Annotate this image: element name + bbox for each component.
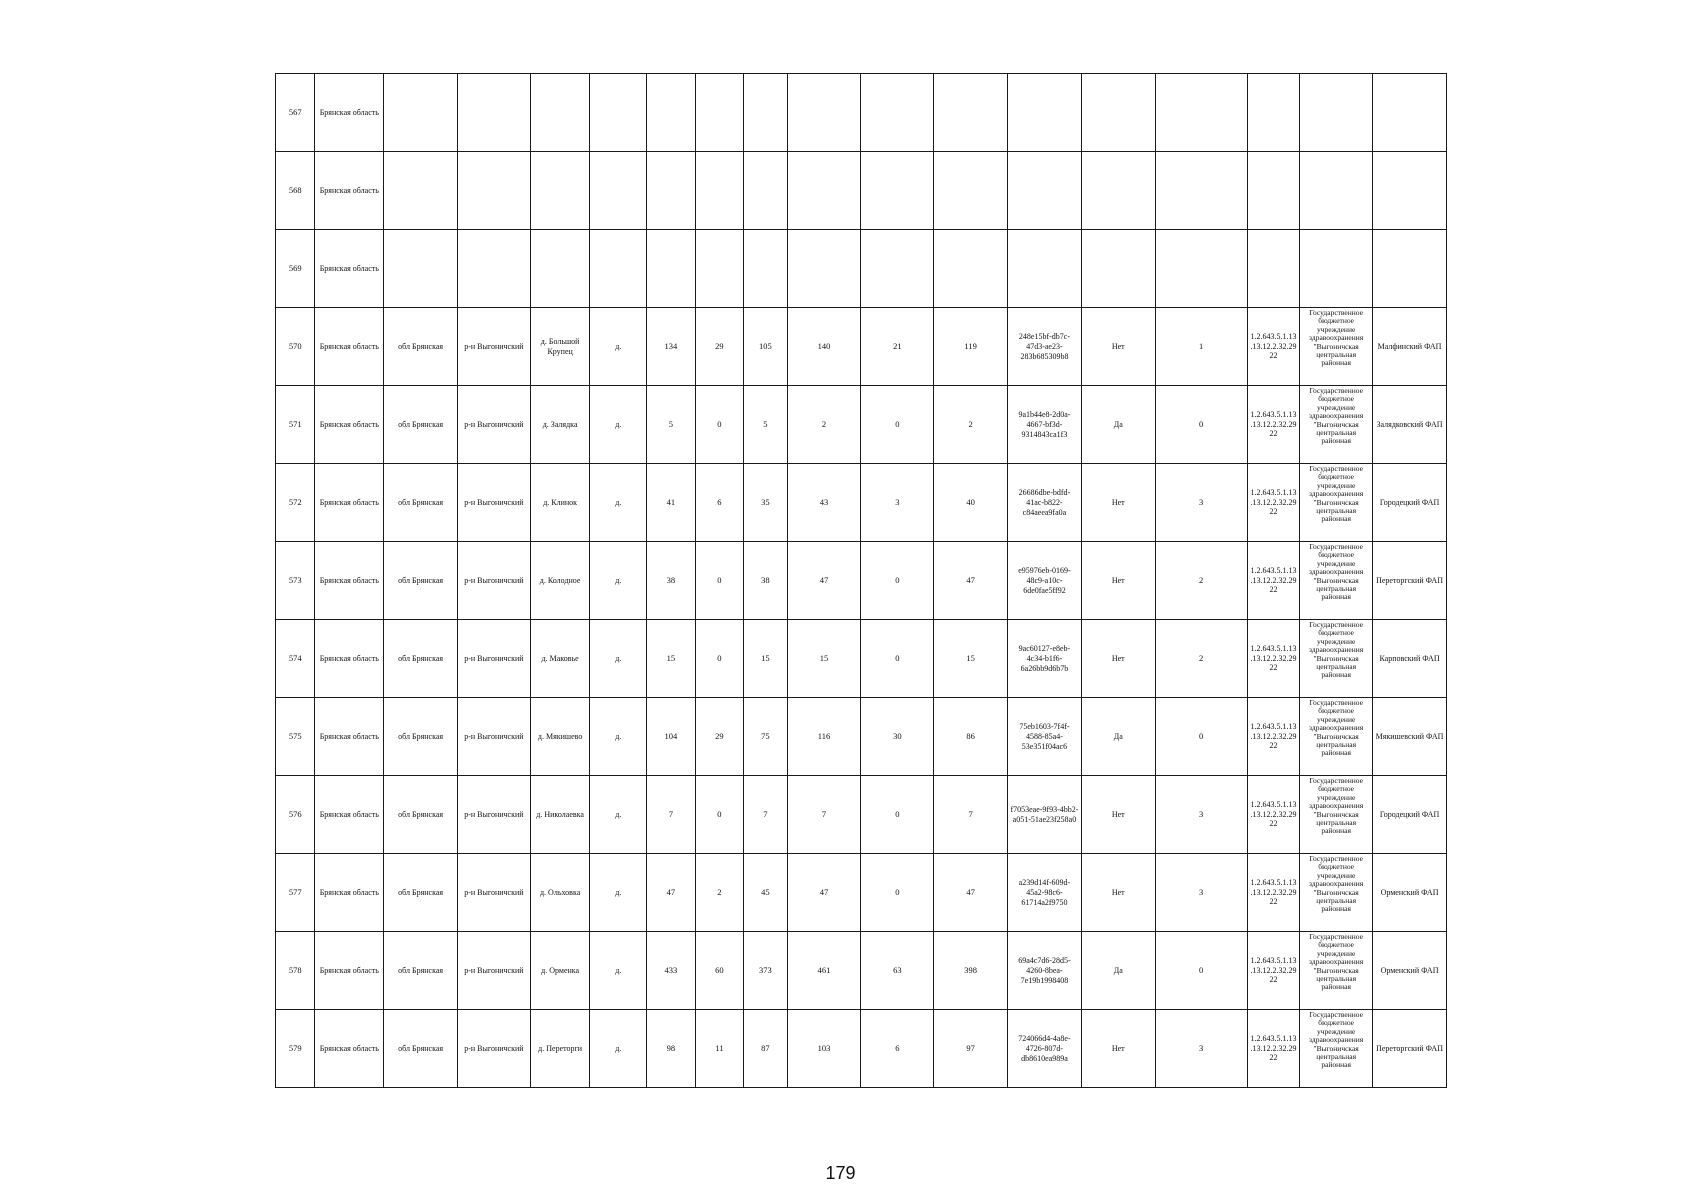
district-cell: р-н Выгоничский [458,308,531,386]
guid-cell: 9a1b44e8-2d0a-4667-bf3d-9314843ca1f3 [1008,386,1082,464]
guid-cell: 75eb1603-7f4f-4588-85a4-53e351f04ac6 [1008,698,1082,776]
value-cell [744,74,787,152]
region-cell: Брянская область [315,230,384,308]
value-cell [787,152,861,230]
organization-cell: Государственное бюджетное учреждение здравоохранения "Выгоничская центральная районная [1300,620,1373,698]
organization-cell [1300,152,1373,230]
value-cell: 7 [647,776,696,854]
value-cell: 60 [695,932,744,1010]
district-cell: р-н Выгоничский [458,620,531,698]
oblast-cell [384,74,458,152]
fap-cell: Орменский ФАП [1373,932,1447,1010]
value-cell [647,74,696,152]
row-number: 577 [276,854,315,932]
value-cell: 38 [744,542,787,620]
value-cell: 29 [695,308,744,386]
table-row [276,620,1447,698]
count-cell: 0 [1155,386,1247,464]
value-cell: 0 [861,620,934,698]
guid-cell [1008,152,1082,230]
value-cell: 15 [647,620,696,698]
value-cell: 30 [861,698,934,776]
oblast-cell: обл Брянская [384,620,458,698]
fap-cell: Карповский ФАП [1373,620,1447,698]
region-cell: Брянская область [315,74,384,152]
value-cell: 0 [861,542,934,620]
settlement-cell: д. Мякишево [530,698,590,776]
value-cell: 38 [647,542,696,620]
settlement-cell: д. Переторги [530,1010,590,1088]
value-cell: 0 [695,620,744,698]
row-number: 574 [276,620,315,698]
table-row [276,464,1447,542]
region-cell: Брянская область [315,776,384,854]
organization-cell [1300,230,1373,308]
fap-cell [1373,152,1447,230]
settlement-cell: д. Залядка [530,386,590,464]
oid-code-cell: 1.2.643.5.1.13.13.12.2.32.2922 [1247,854,1300,932]
row-number: 573 [276,542,315,620]
count-cell [1155,230,1247,308]
value-cell: 116 [787,698,861,776]
oblast-cell: обл Брянская [384,776,458,854]
flag-cell: Нет [1081,1010,1155,1088]
value-cell: 35 [744,464,787,542]
value-cell: 0 [861,386,934,464]
settlement-cell [530,230,590,308]
value-cell: 0 [695,386,744,464]
guid-cell [1008,230,1082,308]
value-cell: 2 [695,854,744,932]
table-row [276,74,1447,152]
value-cell: 15 [744,620,787,698]
value-cell [934,74,1008,152]
value-cell: 47 [787,542,861,620]
value-cell: 5 [647,386,696,464]
district-cell: р-н Выгоничский [458,776,531,854]
count-cell: 0 [1155,932,1247,1010]
region-cell: Брянская область [315,386,384,464]
oid-code-cell: 1.2.643.5.1.13.13.12.2.32.2922 [1247,620,1300,698]
flag-cell: Нет [1081,776,1155,854]
oblast-cell [384,152,458,230]
row-number: 569 [276,230,315,308]
value-cell: 41 [647,464,696,542]
value-cell [647,152,696,230]
value-cell [647,230,696,308]
count-cell: 1 [1155,308,1247,386]
value-cell: 7 [787,776,861,854]
row-number: 576 [276,776,315,854]
oid-code-cell: 1.2.643.5.1.13.13.12.2.32.2922 [1247,386,1300,464]
district-cell: р-н Выгоничский [458,1010,531,1088]
value-cell: 43 [787,464,861,542]
value-cell: 105 [744,308,787,386]
value-cell: 29 [695,698,744,776]
organization-cell: Государственное бюджетное учреждение здравоохранения "Выгоничская центральная районная [1300,776,1373,854]
value-cell: 97 [934,1010,1008,1088]
fap-cell: Переторгский ФАП [1373,542,1447,620]
count-cell: 2 [1155,620,1247,698]
oblast-cell: обл Брянская [384,932,458,1010]
value-cell: 140 [787,308,861,386]
oid-code-cell: 1.2.643.5.1.13.13.12.2.32.2922 [1247,932,1300,1010]
value-cell: 11 [695,1010,744,1088]
table-row [276,542,1447,620]
table-row [276,152,1447,230]
organization-cell: Государственное бюджетное учреждение здравоохранения "Выгоничская центральная районная [1300,932,1373,1010]
value-cell: 15 [787,620,861,698]
oblast-cell [384,230,458,308]
settlement-type-cell [590,152,647,230]
data-table [275,73,1447,1088]
value-cell: 47 [647,854,696,932]
oblast-cell: обл Брянская [384,464,458,542]
value-cell: 3 [861,464,934,542]
value-cell: 0 [861,776,934,854]
value-cell: 0 [695,776,744,854]
district-cell: р-н Выгоничский [458,698,531,776]
flag-cell [1081,152,1155,230]
oid-code-cell [1247,230,1300,308]
settlement-cell: д. Колодное [530,542,590,620]
district-cell [458,152,531,230]
guid-cell [1008,74,1082,152]
page-number: 179 [825,1163,856,1183]
row-number: 568 [276,152,315,230]
oid-code-cell [1247,152,1300,230]
oid-code-cell: 1.2.643.5.1.13.13.12.2.32.2922 [1247,308,1300,386]
settlement-type-cell: д. [590,308,647,386]
value-cell [861,152,934,230]
settlement-cell: д. Маковье [530,620,590,698]
table-row [276,698,1447,776]
value-cell: 6 [695,464,744,542]
flag-cell: Да [1081,698,1155,776]
district-cell: р-н Выгоничский [458,932,531,1010]
organization-cell: Государственное бюджетное учреждение здравоохранения "Выгоничская центральная районная [1300,542,1373,620]
row-number: 567 [276,74,315,152]
oblast-cell: обл Брянская [384,698,458,776]
fap-cell: Городецкий ФАП [1373,776,1447,854]
value-cell [695,152,744,230]
organization-cell: Государственное бюджетное учреждение здравоохранения "Выгоничская центральная районная [1300,308,1373,386]
flag-cell [1081,230,1155,308]
settlement-cell: д. Орменка [530,932,590,1010]
oid-code-cell: 1.2.643.5.1.13.13.12.2.32.2922 [1247,698,1300,776]
guid-cell: 9ac60127-e8eb-4c34-b1f6-6a26bb9d6b7b [1008,620,1082,698]
settlement-type-cell: д. [590,854,647,932]
value-cell [787,74,861,152]
row-number: 578 [276,932,315,1010]
region-cell: Брянская область [315,932,384,1010]
oblast-cell: обл Брянская [384,542,458,620]
value-cell: 461 [787,932,861,1010]
value-cell: 21 [861,308,934,386]
row-number: 570 [276,308,315,386]
oid-code-cell: 1.2.643.5.1.13.13.12.2.32.2922 [1247,1010,1300,1088]
oid-code-cell: 1.2.643.5.1.13.13.12.2.32.2922 [1247,542,1300,620]
value-cell: 47 [787,854,861,932]
table-row [276,386,1447,464]
fap-cell: Залядковский ФАП [1373,386,1447,464]
count-cell: 3 [1155,854,1247,932]
organization-cell [1300,74,1373,152]
fap-cell: Мякишевский ФАП [1373,698,1447,776]
flag-cell [1081,74,1155,152]
value-cell: 433 [647,932,696,1010]
oblast-cell: обл Брянская [384,854,458,932]
settlement-type-cell: д. [590,776,647,854]
flag-cell: Нет [1081,542,1155,620]
value-cell: 47 [934,542,1008,620]
region-cell: Брянская область [315,152,384,230]
value-cell: 7 [744,776,787,854]
district-cell [458,230,531,308]
value-cell: 5 [744,386,787,464]
value-cell [861,230,934,308]
guid-cell: 69a4c7d6-28d5-4260-8bea-7e19b1998408 [1008,932,1082,1010]
guid-cell: 248e15bf-db7c-47d3-ae23-283b685309b8 [1008,308,1082,386]
value-cell: 0 [695,542,744,620]
settlement-cell: д. Большой Крупец [530,308,590,386]
oid-code-cell: 1.2.643.5.1.13.13.12.2.32.2922 [1247,776,1300,854]
value-cell: 86 [934,698,1008,776]
value-cell [695,230,744,308]
region-cell: Брянская область [315,1010,384,1088]
count-cell: 2 [1155,542,1247,620]
flag-cell: Да [1081,386,1155,464]
table-row [276,308,1447,386]
table-row [276,776,1447,854]
row-number: 571 [276,386,315,464]
fap-cell [1373,74,1447,152]
value-cell: 373 [744,932,787,1010]
row-number: 575 [276,698,315,776]
region-cell: Брянская область [315,308,384,386]
value-cell: 63 [861,932,934,1010]
table-row [276,932,1447,1010]
value-cell [744,230,787,308]
settlement-cell [530,152,590,230]
fap-cell: Орменский ФАП [1373,854,1447,932]
value-cell: 7 [934,776,1008,854]
value-cell: 398 [934,932,1008,1010]
district-cell: р-н Выгоничский [458,386,531,464]
region-cell: Брянская область [315,854,384,932]
settlement-cell: д. Николаевка [530,776,590,854]
guid-cell: 724066d4-4a8e-4726-807d-db8610ea989a [1008,1010,1082,1088]
value-cell: 2 [934,386,1008,464]
district-cell: р-н Выгоничский [458,464,531,542]
oblast-cell: обл Брянская [384,386,458,464]
region-cell: Брянская область [315,620,384,698]
value-cell [744,152,787,230]
oid-code-cell: 1.2.643.5.1.13.13.12.2.32.2922 [1247,464,1300,542]
guid-cell: 26686dbe-bdfd-41ac-b822-c84aeea9fa0a [1008,464,1082,542]
organization-cell: Государственное бюджетное учреждение здравоохранения "Выгоничская центральная районная [1300,698,1373,776]
settlement-type-cell: д. [590,464,647,542]
district-cell: р-н Выгоничский [458,854,531,932]
count-cell: 3 [1155,1010,1247,1088]
value-cell: 0 [861,854,934,932]
oblast-cell: обл Брянская [384,308,458,386]
value-cell: 119 [934,308,1008,386]
flag-cell: Нет [1081,464,1155,542]
table-row [276,854,1447,932]
settlement-type-cell: д. [590,386,647,464]
fap-cell: Городецкий ФАП [1373,464,1447,542]
count-cell [1155,74,1247,152]
value-cell: 2 [787,386,861,464]
value-cell: 87 [744,1010,787,1088]
value-cell: 47 [934,854,1008,932]
settlement-type-cell: д. [590,698,647,776]
value-cell: 134 [647,308,696,386]
settlement-cell: д. Ольховка [530,854,590,932]
fap-cell: Малфинский ФАП [1373,308,1447,386]
settlement-cell: д. Клинок [530,464,590,542]
flag-cell: Нет [1081,620,1155,698]
value-cell: 15 [934,620,1008,698]
table-row [276,1010,1447,1088]
row-number: 572 [276,464,315,542]
count-cell: 0 [1155,698,1247,776]
count-cell: 3 [1155,464,1247,542]
value-cell [934,152,1008,230]
fap-cell: Переторгский ФАП [1373,1010,1447,1088]
flag-cell: Нет [1081,854,1155,932]
value-cell [695,74,744,152]
organization-cell: Государственное бюджетное учреждение здравоохранения "Выгоничская центральная районная [1300,854,1373,932]
value-cell [861,74,934,152]
settlement-type-cell: д. [590,932,647,1010]
district-cell [458,74,531,152]
flag-cell: Да [1081,932,1155,1010]
settlement-type-cell [590,230,647,308]
count-cell [1155,152,1247,230]
region-cell: Брянская область [315,698,384,776]
region-cell: Брянская область [315,542,384,620]
organization-cell: Государственное бюджетное учреждение здравоохранения "Выгоничская центральная районная [1300,386,1373,464]
value-cell: 6 [861,1010,934,1088]
guid-cell: e95976eb-0169-48c9-a10c-6de0fae5ff92 [1008,542,1082,620]
value-cell: 40 [934,464,1008,542]
fap-cell [1373,230,1447,308]
settlement-cell [530,74,590,152]
oid-code-cell [1247,74,1300,152]
value-cell: 45 [744,854,787,932]
value-cell: 104 [647,698,696,776]
settlement-type-cell: д. [590,620,647,698]
flag-cell: Нет [1081,308,1155,386]
value-cell: 103 [787,1010,861,1088]
count-cell: 3 [1155,776,1247,854]
row-number: 579 [276,1010,315,1088]
value-cell [934,230,1008,308]
organization-cell: Государственное бюджетное учреждение здравоохранения "Выгоничская центральная районная [1300,464,1373,542]
oblast-cell: обл Брянская [384,1010,458,1088]
value-cell [787,230,861,308]
table-row [276,230,1447,308]
settlement-type-cell: д. [590,1010,647,1088]
guid-cell: f7053eae-9f93-4bb2-a051-51ae23f258a0 [1008,776,1082,854]
settlement-type-cell [590,74,647,152]
region-cell: Брянская область [315,464,384,542]
value-cell: 98 [647,1010,696,1088]
guid-cell: a239d14f-609d-45a2-98c6-61714a2f9750 [1008,854,1082,932]
value-cell: 75 [744,698,787,776]
organization-cell: Государственное бюджетное учреждение здравоохранения "Выгоничская центральная районная [1300,1010,1373,1088]
settlement-type-cell: д. [590,542,647,620]
district-cell: р-н Выгоничский [458,542,531,620]
